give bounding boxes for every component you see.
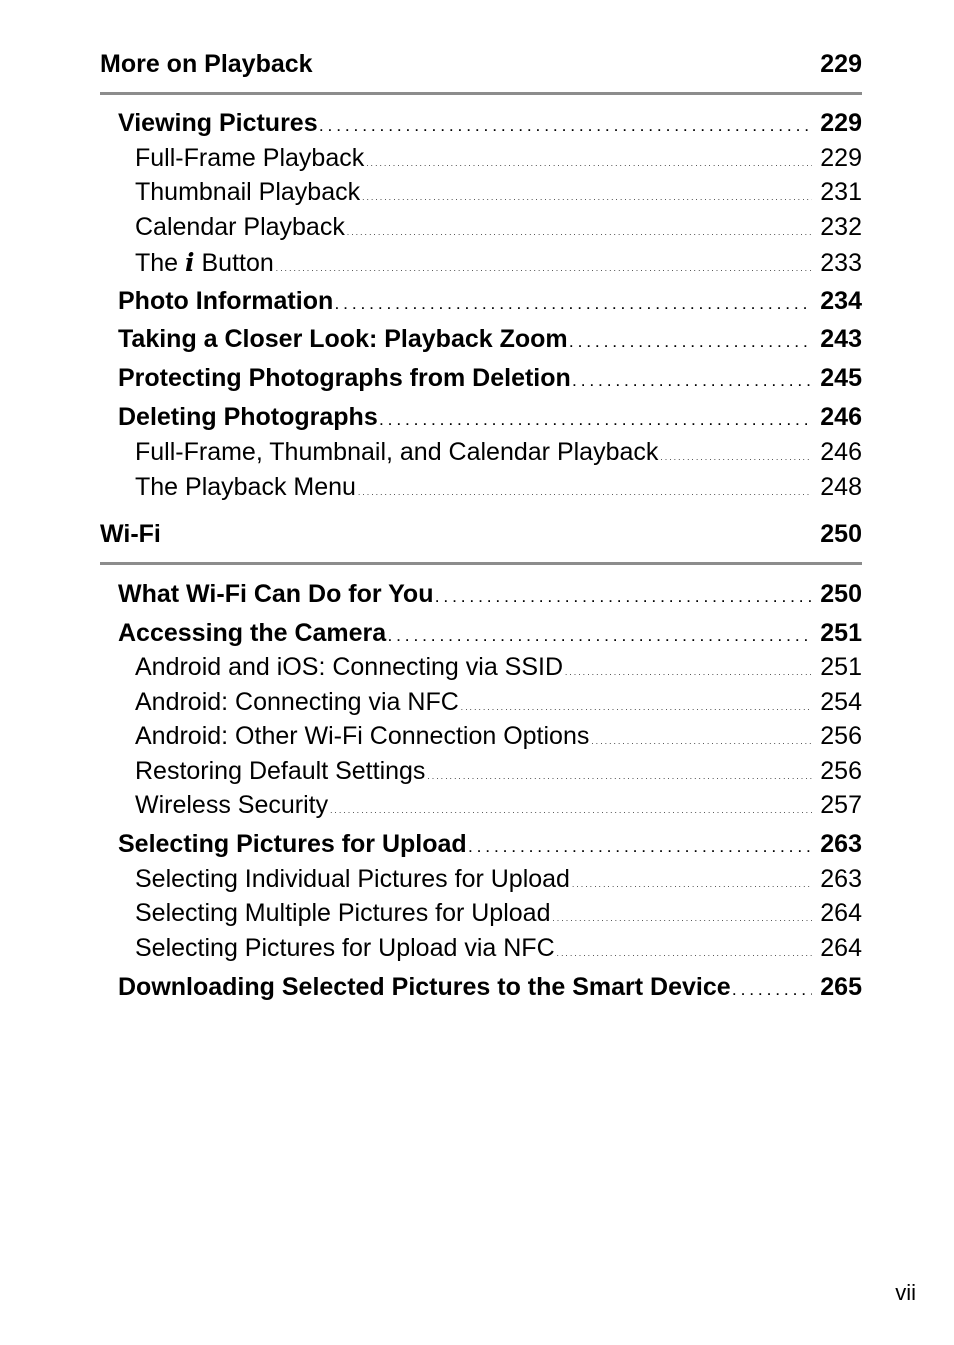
dot-leader [557, 949, 813, 958]
section-page-number: 250 [820, 520, 862, 548]
title-suffix: Button [201, 249, 274, 277]
dot-leader [335, 298, 812, 312]
toc-entry-other-connection-options[interactable] [135, 722, 862, 756]
toc-entry-page: 246 [820, 438, 862, 466]
toc-entry-page: 233 [820, 249, 862, 277]
dot-leader [461, 703, 813, 712]
toc-entry-title: The Playback Menu [135, 473, 356, 501]
toc-entry-title: Full-Frame Playback [135, 144, 365, 172]
dot-leader [388, 630, 812, 644]
dot-leader [733, 984, 813, 998]
dot-leader [347, 228, 812, 237]
toc-entry-selecting-pictures-for-upload[interactable] [118, 830, 862, 864]
toc-entry-title: Photo Information [118, 287, 334, 315]
section-divider [100, 92, 862, 95]
toc-entry-page: 231 [820, 178, 862, 206]
section-title: Wi-Fi [100, 520, 161, 548]
toc-entry-title: Selecting Multiple Pictures for Upload [135, 899, 551, 927]
dot-leader [435, 591, 812, 605]
dot-leader [320, 120, 813, 134]
toc-entry-title: Wireless Security [135, 791, 329, 819]
toc-entry-page: 264 [820, 899, 862, 927]
toc-entry-individual-pictures[interactable] [135, 865, 862, 899]
section-page-number: 229 [820, 50, 862, 78]
toc-entry-page: 229 [820, 109, 862, 137]
toc-entry-title: Selecting Pictures for Upload [118, 830, 467, 858]
toc-entry-title: Android: Connecting via NFC [135, 688, 459, 716]
toc-entry-title: Android: Other Wi-Fi Connection Options [135, 722, 590, 750]
toc-entry-page: 234 [820, 287, 862, 315]
toc-entry-page: 245 [820, 364, 862, 392]
toc-entry-viewing-pictures[interactable] [118, 109, 862, 143]
toc-entry-page: 263 [820, 865, 862, 893]
dot-leader [380, 414, 813, 428]
toc-entry-page: 229 [820, 144, 862, 172]
toc-entry-title: Calendar Playback [135, 213, 345, 241]
dot-leader [572, 880, 812, 889]
toc-entry-page: 251 [820, 619, 862, 647]
page-folio: vii [895, 1280, 916, 1305]
dot-leader [330, 806, 812, 815]
toc-entry-title: Selecting Pictures for Upload via NFC [135, 934, 555, 962]
toc-entry-page: 263 [820, 830, 862, 858]
toc-entry-i-button[interactable] [135, 248, 862, 282]
toc-entry-title: Deleting Photographs [118, 403, 378, 431]
section-heading-more-on-playback[interactable] [100, 50, 862, 79]
toc-entry-title [135, 248, 274, 278]
toc-entry-title: Taking a Closer Look: Playback Zoom [118, 325, 568, 353]
toc-entry-title: Selecting Individual Pictures for Upload [135, 865, 570, 893]
dot-leader [366, 159, 812, 168]
dot-leader [427, 772, 812, 781]
toc-entry-full-frame-thumbnail-calendar[interactable] [135, 438, 862, 472]
toc-entry-page: 256 [820, 757, 862, 785]
toc-entry-page: 251 [820, 653, 862, 681]
dot-leader [573, 375, 812, 389]
toc-entry-connecting-via-nfc[interactable] [135, 688, 862, 722]
toc-entry-page: 265 [820, 973, 862, 1001]
toc-entry-photo-information[interactable] [118, 287, 862, 321]
dot-leader [565, 668, 812, 677]
toc-entry-page: 243 [820, 325, 862, 353]
toc-entry-connecting-via-ssid[interactable] [135, 653, 862, 687]
dot-leader [660, 453, 812, 462]
toc-entry-page: 254 [820, 688, 862, 716]
toc-entry-playback-zoom[interactable] [118, 325, 862, 359]
toc-entry-title: Restoring Default Settings [135, 757, 426, 785]
toc-entry-thumbnail-playback[interactable] [135, 178, 862, 212]
toc-entry-accessing-the-camera[interactable] [118, 619, 862, 653]
toc-entry-multiple-pictures[interactable] [135, 899, 862, 933]
toc-entry-title: Full-Frame, Thumbnail, and Calendar Playback [135, 438, 659, 466]
toc-entry-title: Protecting Photographs from Deletion [118, 364, 571, 392]
toc-entry-page: 264 [820, 934, 862, 962]
toc-entry-protecting-photographs[interactable] [118, 364, 862, 398]
toc-entry-title: Downloading Selected Pictures to the Smart Device [118, 973, 731, 1001]
title-prefix: The [135, 249, 179, 277]
dot-leader [552, 914, 812, 923]
toc-entry-title: Accessing the Camera [118, 619, 387, 647]
toc-entry-page: 246 [820, 403, 862, 431]
dot-leader [591, 737, 812, 746]
dot-leader [469, 841, 813, 855]
toc-entry-full-frame-playback[interactable] [135, 144, 862, 178]
toc-entry-deleting-photographs[interactable] [118, 403, 862, 437]
toc-entry-what-wifi-can-do[interactable] [118, 580, 862, 614]
toc-entry-downloading-selected-pictures[interactable] [118, 973, 862, 1007]
i-button-icon: i [185, 248, 195, 277]
toc-entry-title: Thumbnail Playback [135, 178, 361, 206]
section-title: More on Playback [100, 50, 313, 78]
toc-entry-page: 248 [820, 473, 862, 501]
toc-entry-upload-via-nfc[interactable] [135, 934, 862, 968]
toc-entry-calendar-playback[interactable] [135, 213, 862, 247]
toc-entry-title: Viewing Pictures [118, 109, 318, 137]
toc-entry-page: 256 [820, 722, 862, 750]
dot-leader [362, 193, 812, 202]
toc-entry-title: What Wi-Fi Can Do for You [118, 580, 434, 608]
toc-entry-title: Android and iOS: Connecting via SSID [135, 653, 564, 681]
dot-leader [276, 264, 813, 273]
toc-entry-page: 250 [820, 580, 862, 608]
toc-entry-playback-menu[interactable] [135, 473, 862, 507]
dot-leader [358, 488, 812, 497]
section-heading-wi-fi[interactable] [100, 520, 862, 549]
toc-entry-restoring-default-settings[interactable] [135, 757, 862, 791]
toc-entry-page: 257 [820, 791, 862, 819]
toc-entry-page: 232 [820, 213, 862, 241]
toc-entry-wireless-security[interactable] [135, 791, 862, 825]
section-divider [100, 562, 862, 565]
dot-leader [570, 336, 813, 350]
